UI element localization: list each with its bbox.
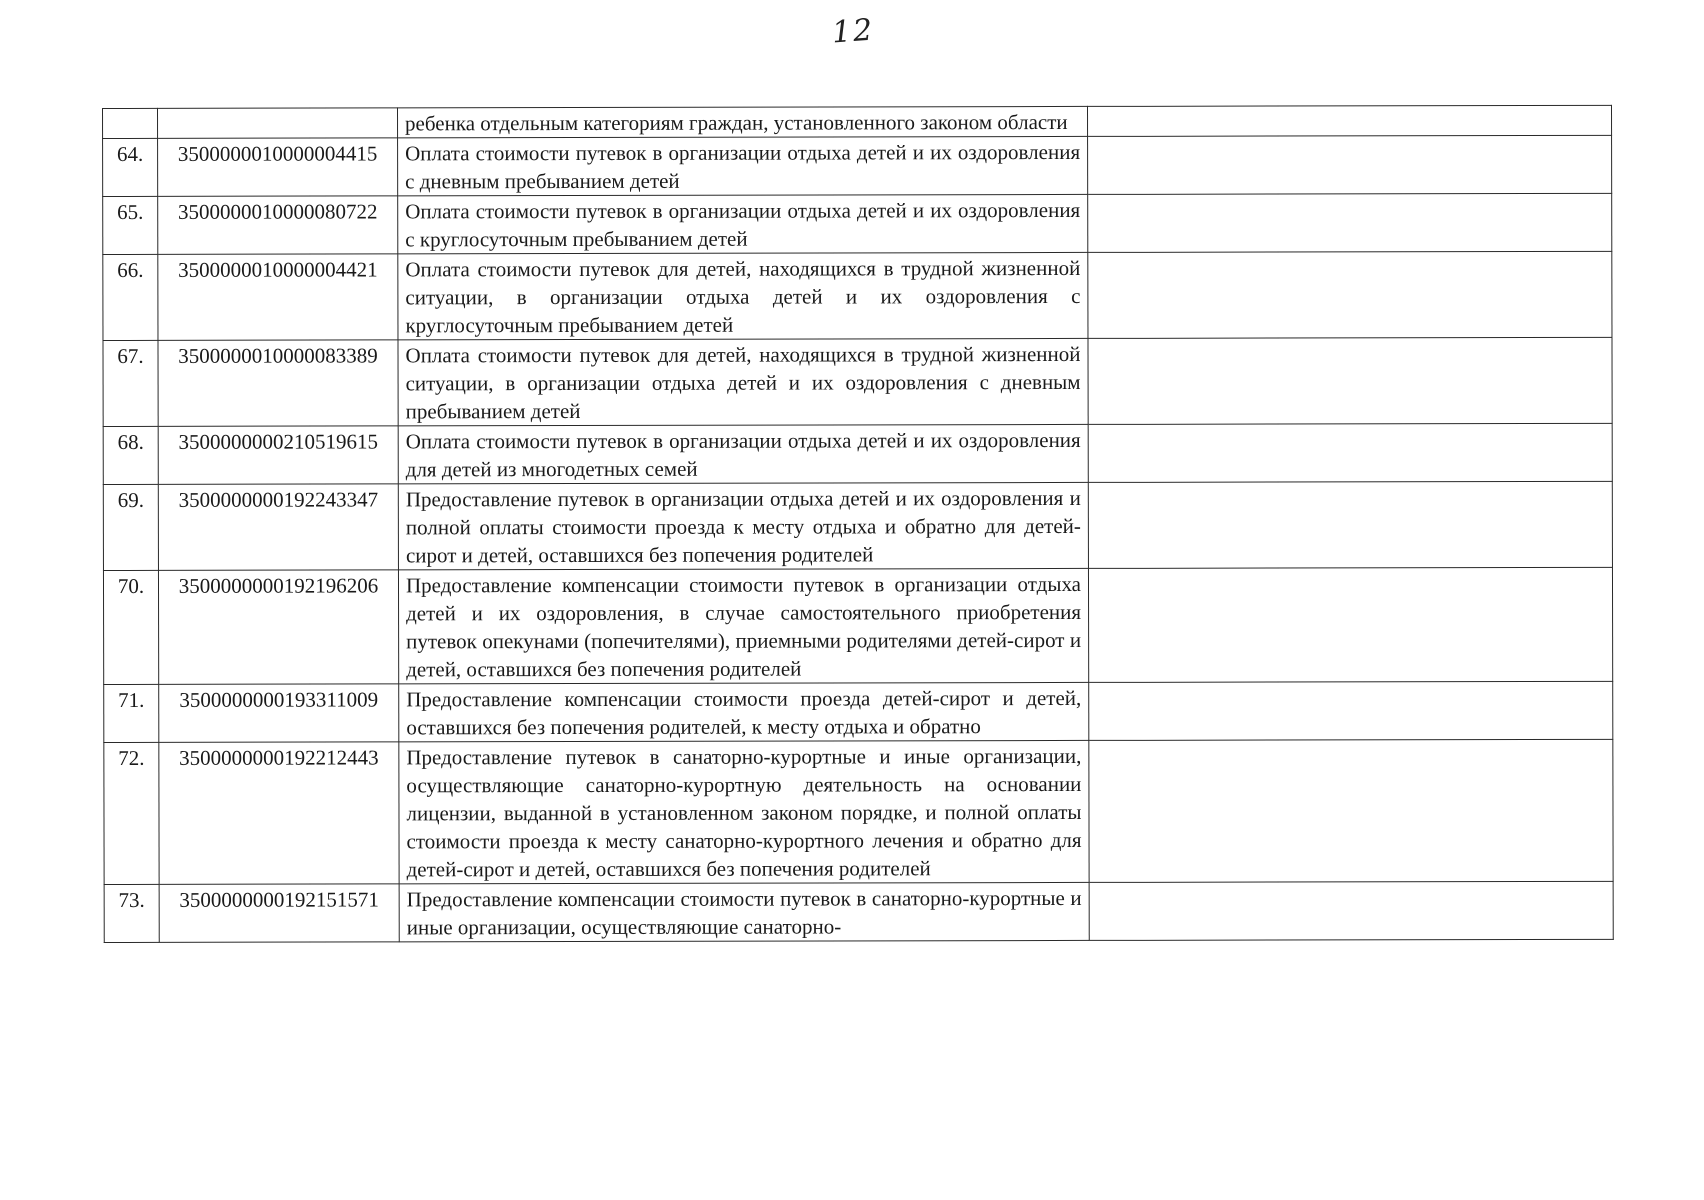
row-empty-cell xyxy=(1088,251,1612,338)
row-code-cell: 3500000010000004421 xyxy=(158,254,398,341)
row-number-cell: 66. xyxy=(103,254,158,340)
row-description-cell: ребенка отдельным категориям граждан, установленного законом области xyxy=(398,106,1088,137)
row-code-cell: 3500000000210519615 xyxy=(158,426,398,485)
row-description-cell: Оплата стоимости путевок в организации отдыха детей и их оздоровления для детей из многодетных семей xyxy=(398,424,1088,483)
row-empty-cell xyxy=(1088,567,1612,682)
row-number-cell: 67. xyxy=(103,340,158,426)
row-number-cell: 69. xyxy=(103,484,158,570)
row-description-cell: Предоставление компенсации стоимости проезда детей-сирот и детей, оставшихся без попечения родителей, к месту отдыха и обратно xyxy=(399,682,1089,741)
row-code-cell: 3500000000192243347 xyxy=(158,484,398,571)
services-table xyxy=(102,105,1614,943)
table-row xyxy=(103,481,1612,570)
row-number-cell xyxy=(103,108,158,138)
row-code-cell: 3500000000192212443 xyxy=(159,742,399,885)
table-row xyxy=(103,251,1612,340)
row-code-cell xyxy=(158,108,398,139)
row-empty-cell xyxy=(1088,193,1612,252)
table-row xyxy=(104,739,1613,884)
table-row-continuation xyxy=(103,105,1612,138)
table-body xyxy=(103,105,1614,942)
table-row xyxy=(103,337,1612,426)
row-empty-cell xyxy=(1089,881,1613,940)
table-row xyxy=(103,567,1612,684)
row-number-cell: 64. xyxy=(103,138,158,196)
row-number-cell: 73. xyxy=(104,884,159,942)
row-description-cell: Оплата стоимости путевок в организации отдыха детей и их оздоровления с круглосуточным пребыванием детей xyxy=(398,194,1088,253)
page-number: 12 xyxy=(830,12,876,51)
table-row xyxy=(103,423,1612,484)
row-code-cell: 3500000000193311009 xyxy=(159,684,399,743)
row-number-cell: 70. xyxy=(103,570,158,684)
row-description-cell: Предоставление компенсации стоимости путевок в организации отдыха детей и их оздоровления, в случае самостоятельного приобретения путевок опекунами (попечителями), приемными родителями детей-сирот и детей, оставшихся без попечения родителей xyxy=(398,568,1088,683)
row-code-cell: 3500000000192151571 xyxy=(159,884,399,943)
row-number-cell: 72. xyxy=(104,742,159,884)
row-description-cell: Предоставление путевок в санаторно-курортные и иные организации, осуществляющие санаторно-курортную деятельность на основании лицензии, выданной в установленном законом порядке, и полной оплаты стоимости проезда к месту санаторно-курортного лечения и обратно для детей-сирот и детей, оставшихся без попечения родителей xyxy=(399,740,1089,883)
table-row xyxy=(104,881,1613,942)
table-row xyxy=(103,193,1612,254)
row-empty-cell xyxy=(1089,681,1613,740)
row-description-cell: Оплата стоимости путевок для детей, находящихся в трудной жизненной ситуации, в организации отдыха детей и их оздоровления с круглосуточным пребыванием детей xyxy=(398,252,1088,339)
row-empty-cell xyxy=(1088,481,1612,568)
row-code-cell: 3500000000192196206 xyxy=(158,570,398,685)
table-row xyxy=(103,135,1612,196)
row-description-cell: Предоставление путевок в организации отдыха детей и их оздоровления и полной оплаты стоимости проезда к месту отдыха и обратно для детей-сирот и детей, оставшихся без попечения родителей xyxy=(398,482,1088,569)
row-code-cell: 3500000010000083389 xyxy=(158,340,398,427)
row-empty-cell xyxy=(1089,739,1613,882)
row-number-cell: 68. xyxy=(103,426,158,484)
row-empty-cell xyxy=(1088,135,1612,194)
row-empty-cell xyxy=(1087,105,1611,136)
row-code-cell: 3500000010000080722 xyxy=(158,196,398,255)
row-empty-cell xyxy=(1088,423,1612,482)
row-code-cell: 3500000010000004415 xyxy=(158,138,398,197)
row-number-cell: 65. xyxy=(103,196,158,254)
row-empty-cell xyxy=(1088,337,1612,424)
row-description-cell: Оплата стоимости путевок в организации отдыха детей и их оздоровления с дневным пребыванием детей xyxy=(398,136,1088,195)
row-number-cell: 71. xyxy=(104,684,159,742)
row-description-cell: Оплата стоимости путевок для детей, находящихся в трудной жизненной ситуации, в организации отдыха детей и их оздоровления с дневным пребыванием детей xyxy=(398,338,1088,425)
row-description-cell: Предоставление компенсации стоимости путевок в санаторно-курортные и иные организации, осуществляющие санаторно- xyxy=(399,882,1089,941)
table-row xyxy=(104,681,1613,742)
